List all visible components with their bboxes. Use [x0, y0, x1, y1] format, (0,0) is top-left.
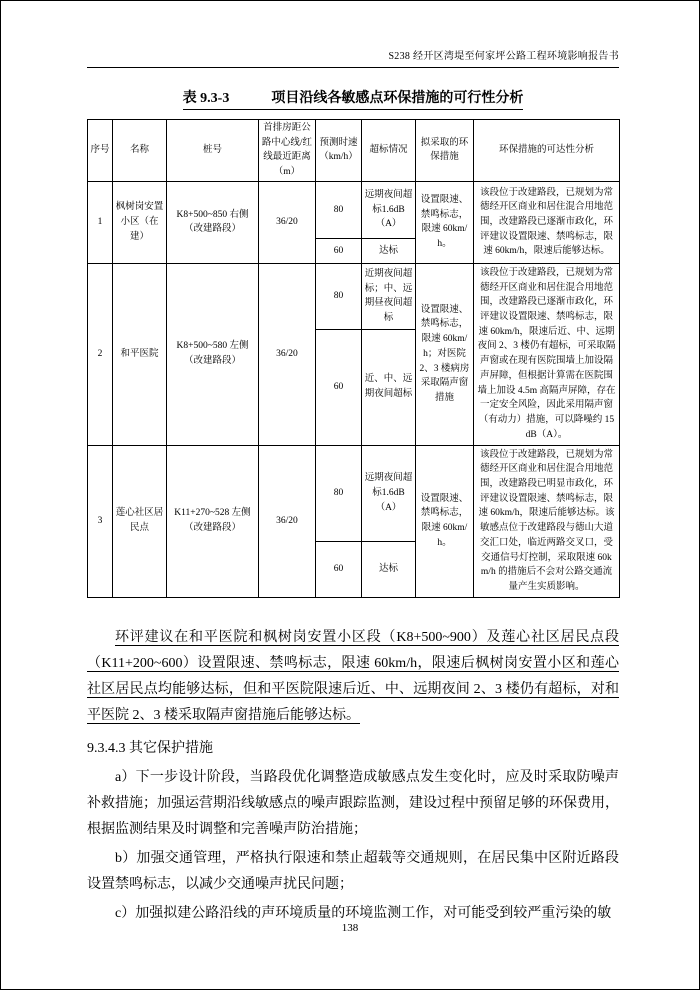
feasibility-table	[87, 119, 620, 598]
cell-status: 达标	[362, 238, 416, 263]
cell-no: 2	[88, 263, 113, 445]
table-label: 表 9.3-3	[182, 91, 230, 106]
cell-stake: K8+500~850 右侧（改建路段）	[167, 181, 259, 263]
table-title: 项目沿线各敏感点环保措施的可行性分析	[271, 91, 524, 106]
body-paragraph-a: a）下一步设计阶段，当路段优化调整造成敏感点发生变化时，应及时采取防噪声补救措施；加强运营期沿线敏感点的噪声跟踪监测，建设过程中预留足够的环保费用，根据监测结果及时调整和完善噪声防治措施；	[87, 769, 619, 837]
cell-status: 近、中、远期夜间超标	[362, 329, 416, 445]
cell-stake: K8+500~580 左侧（改建路段）	[167, 263, 259, 445]
content-column	[87, 1, 619, 927]
table-row	[88, 445, 620, 542]
cell-speed: 60	[316, 329, 362, 445]
cell-distance: 36/20	[259, 445, 316, 597]
cell-speed: 80	[316, 181, 362, 238]
cell-measure: 设置限速、禁鸣标志，限速 60km/h；对医院 2、3 楼病房采取隔声窗措施	[416, 263, 474, 445]
column-header-feasibility: 环保措施的可达性分析	[474, 120, 620, 182]
cell-measure: 设置限速、禁鸣标志，限速 60km/h。	[416, 445, 474, 597]
cell-speed: 80	[316, 263, 362, 329]
cell-status: 达标	[362, 542, 416, 597]
cell-speed: 80	[316, 445, 362, 542]
cell-distance: 36/20	[259, 181, 316, 263]
cell-status: 远期夜间超标1.6dB（A）	[362, 181, 416, 238]
cell-no: 3	[88, 445, 113, 597]
summary-paragraph: 环评建议在和平医院和枫树岗安置小区段（K8+500~900）及莲心社区居民点段（K11+200~600）设置限速、禁鸣标志，限速 60km/h，限速后枫树岗安置小区和莲心社区居民点均能够达标，但和平医院限速后近、中、远期夜间 2、3 楼仍有超标，对和平医院 2、3 楼采取隔声窗措施后能够达标。	[87, 629, 619, 723]
column-header-name: 名称	[113, 120, 167, 182]
cell-stake: K11+270~528 左侧（改建路段）	[167, 445, 259, 597]
cell-speed: 60	[316, 542, 362, 597]
cell-distance: 36/20	[259, 263, 316, 445]
table-row	[88, 263, 620, 329]
column-header-speed: 预测时速（km/h）	[316, 120, 362, 182]
column-header-measure: 拟采取的环保措施	[416, 120, 474, 182]
column-header-status: 超标情况	[362, 120, 416, 182]
cell-name: 枫树岗安置小区（在建）	[113, 181, 167, 263]
cell-speed: 60	[316, 238, 362, 263]
table-caption-inner	[183, 87, 524, 110]
cell-status: 远期夜间超标1.6dB（A）	[362, 445, 416, 542]
table-header-row	[88, 120, 620, 182]
page-number: 138	[341, 922, 359, 934]
cell-measure: 设置限速、禁鸣标志，限速 60km/h。	[416, 181, 474, 263]
column-header-no: 序号	[88, 120, 113, 182]
body-paragraph-c: c）加强拟建公路沿线的声环境质量的环境监测工作，对可能受到较严重污染的敏	[115, 905, 612, 921]
cell-name: 莲心社区居民点	[113, 445, 167, 597]
report-header-title: S238 经开区湾堤至何家坪公路工程环境影响报告书	[388, 51, 619, 62]
cell-status: 近期夜间超标；中、远期昼夜间超标	[362, 263, 416, 329]
cell-name: 和平医院	[113, 263, 167, 445]
body-paragraph-b: b）加强交通管理，严格执行限速和禁止超载等交通规则，在居民集中区附近路段设置禁鸣标志，以减少交通噪声扰民问题；	[87, 850, 619, 892]
column-header-distance: 首排房距公路中心线/红线最近距离（m）	[259, 120, 316, 182]
header-rule-divider	[87, 67, 619, 68]
section-heading: 9.3.4.3 其它保护措施	[87, 740, 213, 756]
cell-feasibility: 该段位于改建路段，已规划为常德经开区商业和居住混合用地范围，改建路段已明显市政化，环评建议设置限速、禁鸣标志，限速 60km/h，限速后能够达标。该敏感点位于改建路段与德山大道交汇口处，临近两路交叉口，受交通信号灯控制，采取限速 60km/h 的措施后不会对公路交通流量产生实质影响。	[474, 445, 620, 597]
table-row	[88, 181, 620, 238]
table-caption	[87, 87, 619, 110]
column-header-stake: 桩号	[167, 120, 259, 182]
cell-no: 1	[88, 181, 113, 263]
cell-feasibility: 该段位于改建路段，已规划为常德经开区商业和居住混合用地范围，改建路段已逐渐市政化，环评建议设置限速、禁鸣标志，限速 60km/h，限速后近、中、远期夜间 2、3 楼仍有超标，可采取隔声窗或在现有医院围墙上加设隔声屏障，但根据计算需在医院围墙上加设 4.5m 高隔声屏障，存在一定安全风险，因此采用隔声窗（有动力）措施，可以降噪约 15dB（A）。	[474, 263, 620, 445]
cell-feasibility: 该段位于改建路段，已规划为常德经开区商业和居住混合用地范围，改建路段已逐渐市政化，环评建议设置限速、禁鸣标志，限速 60km/h，限速后能够达标。	[474, 181, 620, 263]
